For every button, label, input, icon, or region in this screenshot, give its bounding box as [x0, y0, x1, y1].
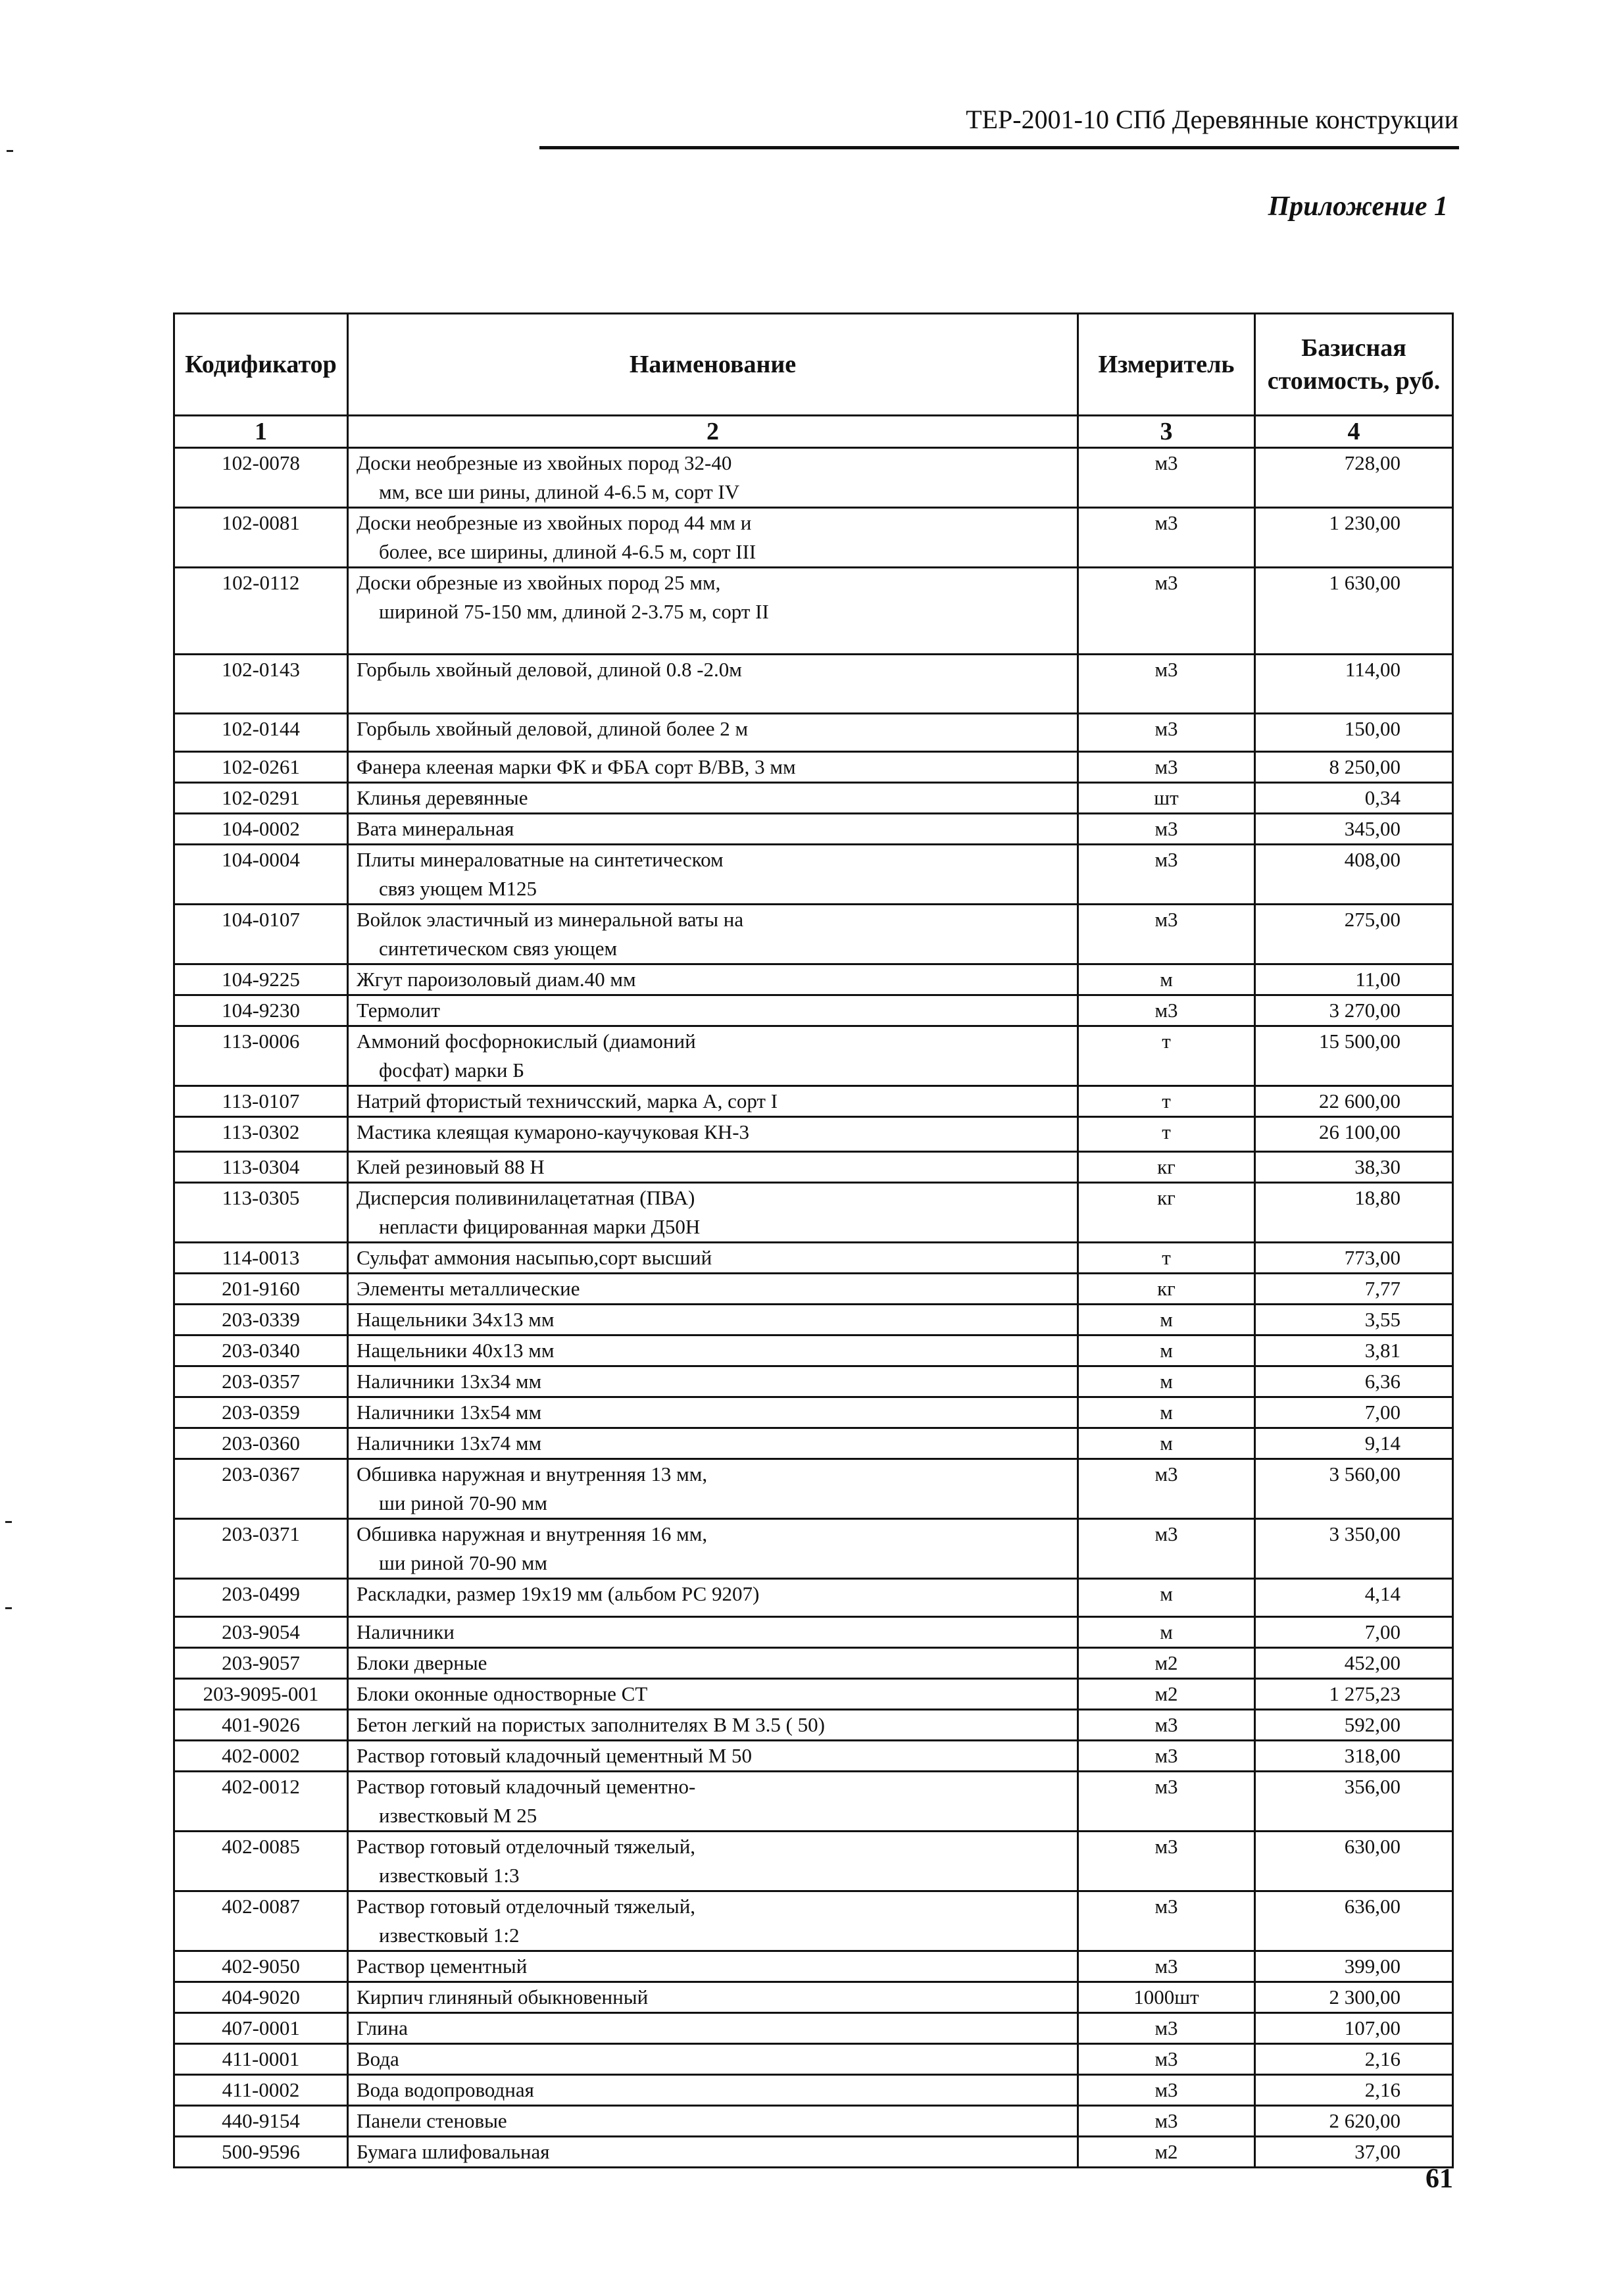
item-name-cell [348, 1710, 1078, 1741]
table-row [174, 1397, 1453, 1428]
item-name-cell [348, 845, 1078, 905]
item-name: Кирпич глиняный обыкновенный [357, 1985, 649, 2009]
item-name-cell [348, 2137, 1078, 2168]
item-price: 408,00 [1255, 845, 1453, 905]
table-row [174, 508, 1453, 568]
item-price: 1 230,00 [1255, 508, 1453, 568]
table-row [174, 568, 1453, 655]
item-unit: шт [1078, 783, 1255, 814]
item-name: Блоки оконные одностворные СТ [357, 1682, 648, 1705]
table-row [174, 1026, 1453, 1086]
table-row [174, 845, 1453, 905]
item-price: 275,00 [1255, 905, 1453, 964]
item-name: Дисперсия поливинилацетатная (ПВА) [357, 1186, 695, 1209]
item-name-cell [348, 1617, 1078, 1648]
item-name: Блоки дверные [357, 1651, 487, 1674]
item-name-cell [348, 2106, 1078, 2137]
table-row [174, 1617, 1453, 1648]
item-name: Раскладки, размер 19х19 мм (альбом РС 9207) [357, 1582, 760, 1605]
item-name: Натрий фтористый техничсский, марка А, сорт I [357, 1089, 778, 1112]
table-row [174, 2075, 1453, 2106]
item-price: 3 350,00 [1255, 1519, 1453, 1579]
table-row [174, 783, 1453, 814]
item-unit: м3 [1078, 1772, 1255, 1832]
table-row [174, 2106, 1453, 2137]
item-code: 102-0261 [174, 752, 348, 783]
item-name: Раствор цементный [357, 1955, 528, 1978]
item-price: 345,00 [1255, 814, 1453, 845]
table-row [174, 752, 1453, 783]
item-code: 201-9160 [174, 1274, 348, 1305]
item-unit: м3 [1078, 1832, 1255, 1891]
item-code: 203-0371 [174, 1519, 348, 1579]
table-row [174, 1891, 1453, 1951]
item-name: Доски обрезные из хвойных пород 25 мм, [357, 571, 721, 594]
item-price: 1 630,00 [1255, 568, 1453, 655]
margin-mark [5, 1607, 12, 1609]
item-unit: м3 [1078, 905, 1255, 964]
item-name-cell [348, 1772, 1078, 1832]
item-price: 7,77 [1255, 1274, 1453, 1305]
item-price: 7,00 [1255, 1397, 1453, 1428]
item-name-cell [348, 1086, 1078, 1117]
item-name: Раствор готовый отделочный тяжелый, [357, 1895, 696, 1918]
table-row [174, 1243, 1453, 1274]
item-code: 404-9020 [174, 1982, 348, 2013]
item-code: 203-9054 [174, 1617, 348, 1648]
column-number-row [174, 416, 1453, 448]
item-unit: м [1078, 1335, 1255, 1366]
item-name-cell [348, 1679, 1078, 1710]
item-unit: м3 [1078, 2075, 1255, 2106]
item-name-continued: известковый 1:3 [379, 1864, 520, 1887]
table-row [174, 1679, 1453, 1710]
table-row [174, 2137, 1453, 2168]
item-name-cell [348, 1366, 1078, 1397]
table-row [174, 1335, 1453, 1366]
item-price: 8 250,00 [1255, 752, 1453, 783]
item-price: 773,00 [1255, 1243, 1453, 1274]
item-name-cell [348, 1951, 1078, 1982]
item-unit: м2 [1078, 2137, 1255, 2168]
item-price: 26 100,00 [1255, 1117, 1453, 1152]
item-name-cell [348, 814, 1078, 845]
document-header-title: ТЕР-2001-10 СПб Деревянные конструкции [966, 105, 1458, 134]
item-name: Раствор готовый кладочный цементный М 50 [357, 1744, 753, 1767]
item-unit: 1000шт [1078, 1982, 1255, 2013]
item-price: 18,80 [1255, 1183, 1453, 1243]
item-unit: м3 [1078, 568, 1255, 655]
table-row [174, 1117, 1453, 1152]
item-price: 592,00 [1255, 1710, 1453, 1741]
item-code: 102-0144 [174, 714, 348, 752]
item-name: Обшивка наружная и внутренняя 16 мм, [357, 1522, 708, 1545]
table-row [174, 1274, 1453, 1305]
item-name-cell [348, 995, 1078, 1026]
item-price: 150,00 [1255, 714, 1453, 752]
item-name-continued: более, все ширины, длиной 4-6.5 м, сорт III [379, 540, 756, 563]
item-name: Жгут пароизоловый диам.40 мм [357, 968, 636, 991]
item-code: 411-0002 [174, 2075, 348, 2106]
item-name-cell [348, 1152, 1078, 1183]
item-price: 318,00 [1255, 1741, 1453, 1772]
table-row [174, 964, 1453, 995]
item-name-cell [348, 1741, 1078, 1772]
item-price: 399,00 [1255, 1951, 1453, 1982]
item-code: 401-9026 [174, 1710, 348, 1741]
table-row [174, 655, 1453, 714]
item-price: 1 275,23 [1255, 1679, 1453, 1710]
item-unit: м3 [1078, 714, 1255, 752]
item-name-cell [348, 783, 1078, 814]
item-name-cell [348, 1243, 1078, 1274]
item-name: Наличники [357, 1620, 455, 1643]
column-number: 1 [174, 416, 348, 448]
header-rule [539, 146, 1459, 149]
item-unit: т [1078, 1026, 1255, 1086]
table-row [174, 1579, 1453, 1617]
item-name: Обшивка наружная и внутренняя 13 мм, [357, 1462, 708, 1485]
item-name-cell [348, 964, 1078, 995]
table-row [174, 1086, 1453, 1117]
item-name: Сульфат аммония насыпью,сорт высший [357, 1246, 712, 1269]
item-name-cell [348, 448, 1078, 508]
item-code: 104-9230 [174, 995, 348, 1026]
item-unit: т [1078, 1117, 1255, 1152]
item-unit: м3 [1078, 2044, 1255, 2075]
item-price: 728,00 [1255, 448, 1453, 508]
item-name-cell [348, 1428, 1078, 1459]
table-row [174, 1951, 1453, 1982]
item-name-cell [348, 1397, 1078, 1428]
item-code: 113-0107 [174, 1086, 348, 1117]
table-row [174, 1428, 1453, 1459]
item-name-cell [348, 1026, 1078, 1086]
item-code: 113-0006 [174, 1026, 348, 1086]
header-name: Наименование [348, 314, 1078, 416]
item-name-cell [348, 1459, 1078, 1519]
item-code: 203-9095-001 [174, 1679, 348, 1710]
item-code: 440-9154 [174, 2106, 348, 2137]
item-name-cell [348, 714, 1078, 752]
item-unit: м3 [1078, 2106, 1255, 2137]
item-name: Вода [357, 2047, 399, 2070]
item-name-cell [348, 2044, 1078, 2075]
item-name-continued: непласти фицированная марки Д50Н [379, 1215, 701, 1238]
item-name: Доски необрезные из хвойных пород 44 мм и [357, 511, 752, 534]
item-price: 114,00 [1255, 655, 1453, 714]
item-name-continued: шириной 75-150 мм, длиной 2-3.75 м, сорт II [379, 600, 769, 623]
item-unit: м3 [1078, 1951, 1255, 1982]
item-price: 3,81 [1255, 1335, 1453, 1366]
item-name-continued: ши риной 70-90 мм [379, 1551, 548, 1574]
item-name: Нащельники 40х13 мм [357, 1339, 555, 1362]
item-name-continued: мм, все ши рины, длиной 4-6.5 м, сорт IV [379, 480, 740, 503]
item-unit: м2 [1078, 1679, 1255, 1710]
item-name: Фанера клееная марки ФК и ФБА сорт В/ВВ, 3 мм [357, 755, 796, 778]
item-price: 2,16 [1255, 2044, 1453, 2075]
item-name-continued: известковый 1:2 [379, 1924, 520, 1947]
item-code: 104-0004 [174, 845, 348, 905]
table-row [174, 1459, 1453, 1519]
item-unit: м [1078, 1305, 1255, 1335]
item-unit: м3 [1078, 845, 1255, 905]
item-price: 2 620,00 [1255, 2106, 1453, 2137]
item-code: 402-0087 [174, 1891, 348, 1951]
item-code: 113-0305 [174, 1183, 348, 1243]
item-name-continued: фосфат) марки Б [379, 1059, 525, 1082]
item-name-cell [348, 1891, 1078, 1951]
item-name-cell [348, 1274, 1078, 1305]
item-name: Наличники 13х54 мм [357, 1401, 542, 1424]
item-unit: м3 [1078, 1891, 1255, 1951]
item-unit: м [1078, 1428, 1255, 1459]
item-name-cell [348, 508, 1078, 568]
header-unit: Измеритель [1078, 314, 1255, 416]
item-name: Раствор готовый кладочный цементно- [357, 1775, 696, 1798]
item-price: 37,00 [1255, 2137, 1453, 2168]
item-unit: м3 [1078, 508, 1255, 568]
item-unit: м [1078, 1397, 1255, 1428]
item-name-cell [348, 1982, 1078, 2013]
item-name: Аммоний фосфорнокислый (диамоний [357, 1030, 696, 1053]
table-row [174, 1648, 1453, 1679]
item-unit: м3 [1078, 1710, 1255, 1741]
item-name-continued: связ ующем М125 [379, 877, 537, 900]
item-price: 356,00 [1255, 1772, 1453, 1832]
table-row [174, 1183, 1453, 1243]
item-price: 3,55 [1255, 1305, 1453, 1335]
item-code: 113-0304 [174, 1152, 348, 1183]
item-name: Вода водопроводная [357, 2078, 534, 2101]
table-row [174, 1832, 1453, 1891]
item-name: Нащельники 34х13 мм [357, 1308, 555, 1331]
margin-mark [5, 1521, 12, 1523]
item-price: 107,00 [1255, 2013, 1453, 2044]
column-number: 4 [1255, 416, 1453, 448]
item-unit: м3 [1078, 1459, 1255, 1519]
item-name-cell [348, 2013, 1078, 2044]
item-name: Термолит [357, 999, 440, 1022]
item-name: Элементы металлические [357, 1277, 580, 1300]
item-unit: т [1078, 1086, 1255, 1117]
item-code: 411-0001 [174, 2044, 348, 2075]
table-row [174, 1519, 1453, 1579]
item-name-cell [348, 1832, 1078, 1891]
item-name: Наличники 13х34 мм [357, 1370, 542, 1393]
column-number: 3 [1078, 416, 1255, 448]
item-name-cell [348, 905, 1078, 964]
item-name-cell [348, 1579, 1078, 1617]
item-name-cell [348, 1519, 1078, 1579]
item-code: 203-0367 [174, 1459, 348, 1519]
item-price: 452,00 [1255, 1648, 1453, 1679]
item-unit: т [1078, 1243, 1255, 1274]
item-unit: м3 [1078, 814, 1255, 845]
item-unit: м2 [1078, 1648, 1255, 1679]
item-name: Горбыль хвойный деловой, длиной более 2 м [357, 717, 749, 740]
item-name: Вата минеральная [357, 817, 514, 840]
header-code: Кодификатор [174, 314, 348, 416]
item-unit: кг [1078, 1152, 1255, 1183]
item-name: Плиты минераловатные на синтетическом [357, 848, 724, 871]
item-name: Глина [357, 2016, 408, 2039]
item-code: 402-0002 [174, 1741, 348, 1772]
item-code: 203-0360 [174, 1428, 348, 1459]
table-row [174, 995, 1453, 1026]
item-name-cell [348, 1183, 1078, 1243]
item-price: 22 600,00 [1255, 1086, 1453, 1117]
table-row [174, 1741, 1453, 1772]
item-code: 203-0359 [174, 1397, 348, 1428]
table-row [174, 448, 1453, 508]
item-name: Клинья деревянные [357, 786, 528, 809]
table-row [174, 714, 1453, 752]
item-unit: м3 [1078, 655, 1255, 714]
item-code: 114-0013 [174, 1243, 348, 1274]
item-price: 3 270,00 [1255, 995, 1453, 1026]
item-name-cell [348, 568, 1078, 655]
item-code: 203-0357 [174, 1366, 348, 1397]
item-price: 6,36 [1255, 1366, 1453, 1397]
item-name: Мастика клеящая кумароно-каучуковая КН-3 [357, 1120, 750, 1143]
item-name-cell [348, 1305, 1078, 1335]
item-price: 2 300,00 [1255, 1982, 1453, 2013]
item-code: 102-0291 [174, 783, 348, 814]
item-code: 402-9050 [174, 1951, 348, 1982]
item-price: 38,30 [1255, 1152, 1453, 1183]
item-price: 4,14 [1255, 1579, 1453, 1617]
item-name-continued: ши риной 70-90 мм [379, 1491, 548, 1514]
item-name-cell [348, 1335, 1078, 1366]
item-code: 104-9225 [174, 964, 348, 995]
table-row [174, 1305, 1453, 1335]
item-price: 9,14 [1255, 1428, 1453, 1459]
item-name-cell [348, 2075, 1078, 2106]
item-unit: м [1078, 1617, 1255, 1648]
item-code: 104-0002 [174, 814, 348, 845]
item-name: Клей резиновый 88 Н [357, 1155, 545, 1178]
margin-mark [7, 150, 13, 152]
item-code: 407-0001 [174, 2013, 348, 2044]
item-unit: м [1078, 1579, 1255, 1617]
item-name-continued: синтетическом связ ующем [379, 937, 618, 960]
page-number: 61 [1425, 2164, 1453, 2194]
item-name: Панели стеновые [357, 2109, 507, 2132]
item-price: 2,16 [1255, 2075, 1453, 2106]
table-row [174, 905, 1453, 964]
table-row [174, 1772, 1453, 1832]
item-unit: м3 [1078, 2013, 1255, 2044]
table-row [174, 2044, 1453, 2075]
table-row [174, 1710, 1453, 1741]
item-code: 104-0107 [174, 905, 348, 964]
item-unit: м3 [1078, 448, 1255, 508]
table-row [174, 1982, 1453, 2013]
item-price: 0,34 [1255, 783, 1453, 814]
item-price: 3 560,00 [1255, 1459, 1453, 1519]
header-price: Базисная стоимость, руб. [1255, 314, 1453, 416]
item-unit: м [1078, 964, 1255, 995]
item-code: 102-0112 [174, 568, 348, 655]
item-unit: кг [1078, 1274, 1255, 1305]
item-code: 203-0499 [174, 1579, 348, 1617]
item-unit: м3 [1078, 1741, 1255, 1772]
item-name-cell [348, 752, 1078, 783]
item-code: 203-0339 [174, 1305, 348, 1335]
item-name-cell [348, 1648, 1078, 1679]
item-name: Бумага шлифовальная [357, 2140, 550, 2163]
item-price: 630,00 [1255, 1832, 1453, 1891]
item-code: 102-0078 [174, 448, 348, 508]
item-unit: м3 [1078, 1519, 1255, 1579]
table-header-row [174, 314, 1453, 416]
item-unit: м3 [1078, 752, 1255, 783]
appendix-label: Приложение 1 [1268, 191, 1448, 222]
table-row [174, 1366, 1453, 1397]
item-name: Доски необрезные из хвойных пород 32-40 [357, 451, 732, 474]
item-name-cell [348, 655, 1078, 714]
item-name: Бетон легкий на пористых заполнителях В М 3.5 ( 50) [357, 1713, 825, 1736]
item-price: 11,00 [1255, 964, 1453, 995]
item-price: 7,00 [1255, 1617, 1453, 1648]
item-name: Раствор готовый отделочный тяжелый, [357, 1835, 696, 1858]
item-price: 636,00 [1255, 1891, 1453, 1951]
item-code: 500-9596 [174, 2137, 348, 2168]
item-code: 102-0081 [174, 508, 348, 568]
item-price: 15 500,00 [1255, 1026, 1453, 1086]
table-row [174, 814, 1453, 845]
price-table [173, 312, 1454, 2168]
column-number: 2 [348, 416, 1078, 448]
item-name: Горбыль хвойный деловой, длиной 0.8 -2.0м [357, 658, 742, 681]
item-name: Наличники 13х74 мм [357, 1432, 542, 1455]
item-unit: кг [1078, 1183, 1255, 1243]
item-code: 402-0012 [174, 1772, 348, 1832]
item-code: 102-0143 [174, 655, 348, 714]
table-row [174, 2013, 1453, 2044]
table-body [174, 448, 1453, 2168]
item-code: 402-0085 [174, 1832, 348, 1891]
item-code: 203-9057 [174, 1648, 348, 1679]
item-name-continued: известковый М 25 [379, 1804, 537, 1827]
item-unit: м [1078, 1366, 1255, 1397]
item-name: Войлок эластичный из минеральной ваты на [357, 908, 744, 931]
table-row [174, 1152, 1453, 1183]
item-code: 203-0340 [174, 1335, 348, 1366]
item-name-cell [348, 1117, 1078, 1152]
item-code: 113-0302 [174, 1117, 348, 1152]
item-unit: м3 [1078, 995, 1255, 1026]
